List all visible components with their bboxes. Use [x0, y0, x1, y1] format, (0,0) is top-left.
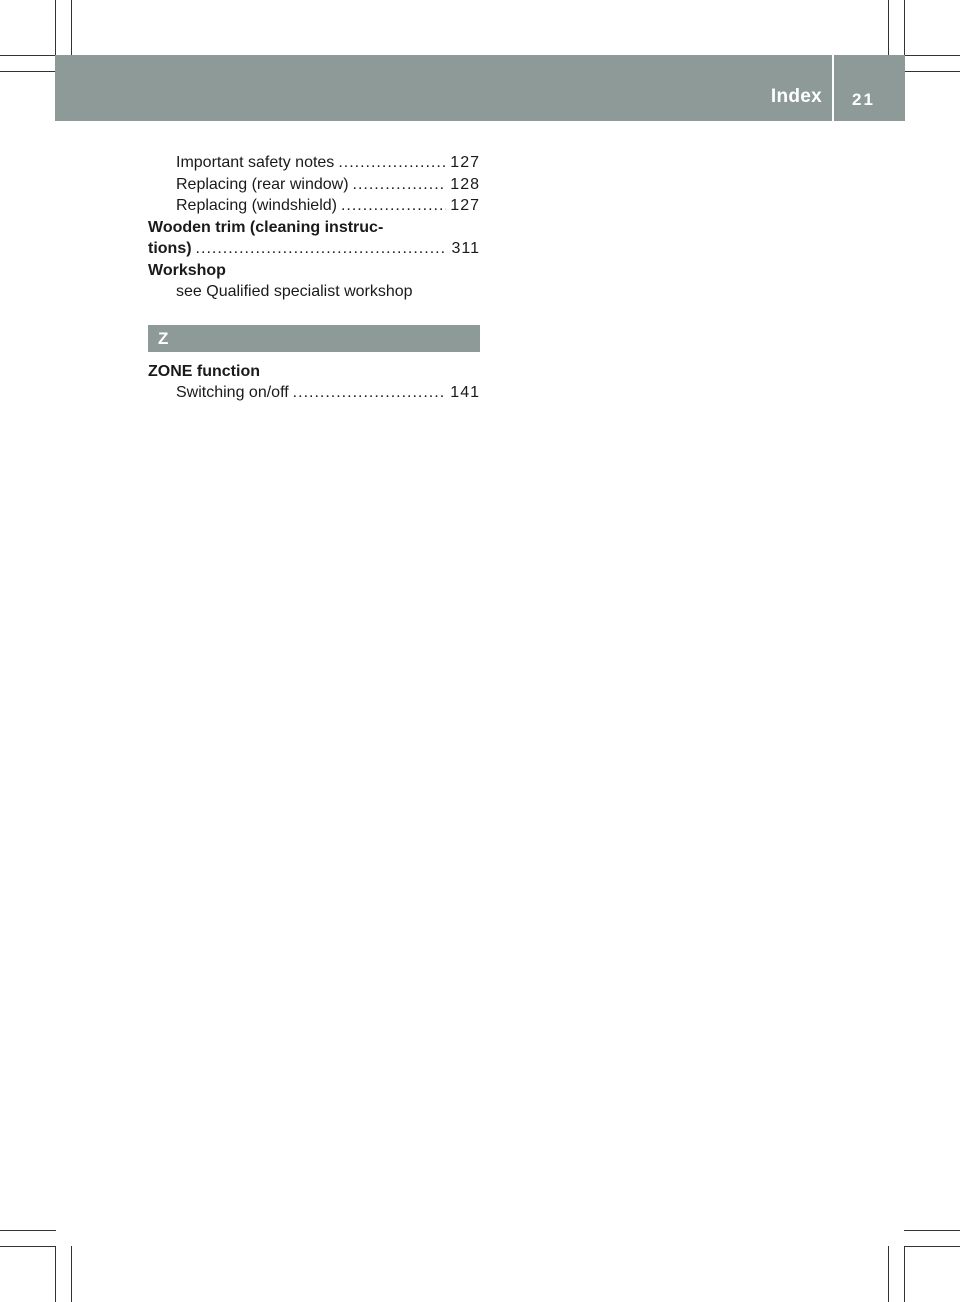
entry-page[interactable]: 127: [450, 154, 480, 171]
entry-title-cont: tions): [148, 240, 192, 257]
leader-dots: [196, 238, 448, 260]
page-title: Index: [770, 86, 822, 107]
crop-mark: [904, 1246, 960, 1247]
entry-title: Wooden trim (cleaning instruc-: [148, 218, 384, 236]
crop-mark: [904, 0, 905, 56]
crop-mark: [0, 1230, 56, 1231]
crop-mark: [71, 0, 72, 56]
entry-title: ZONE function: [148, 362, 260, 380]
index-entry[interactable]: [148, 195, 480, 217]
entry-title: Workshop: [148, 261, 226, 279]
crop-mark: [71, 1246, 72, 1302]
leader-dots: [353, 174, 447, 196]
leader-dots: [293, 382, 447, 404]
crop-mark: [0, 71, 56, 72]
page-number: 21: [852, 90, 875, 109]
entry-text: Switching on/off: [176, 384, 289, 401]
entry-text: Replacing (rear window): [176, 175, 349, 193]
leader-dots: [338, 152, 446, 174]
crop-mark: [0, 1246, 56, 1247]
index-entry-wooden-trim[interactable]: [148, 217, 480, 260]
index-entry[interactable]: [148, 152, 480, 174]
leader-dots: [341, 195, 446, 217]
index-entry-workshop[interactable]: [148, 260, 480, 303]
crop-mark: [904, 1246, 905, 1302]
crop-mark: [888, 1246, 889, 1302]
crop-mark: [55, 1246, 56, 1302]
entry-text: Important safety notes: [176, 154, 335, 171]
index-entry[interactable]: [148, 174, 480, 196]
section-header-z: Z: [148, 325, 480, 352]
header-divider: [832, 55, 834, 121]
crop-mark: [904, 1230, 960, 1231]
crop-mark: [0, 55, 56, 56]
index-entry-zone[interactable]: [148, 361, 480, 404]
see-reference[interactable]: see Qualified specialist workshop: [176, 283, 413, 300]
entry-page[interactable]: 141: [450, 384, 480, 401]
entry-page[interactable]: 127: [450, 197, 480, 214]
entry-page[interactable]: 311: [451, 240, 480, 257]
index-column: [148, 152, 480, 404]
crop-mark: [904, 71, 960, 72]
crop-mark: [904, 55, 960, 56]
entry-page[interactable]: 128: [450, 175, 480, 193]
crop-mark: [888, 0, 889, 56]
entry-text: Replacing (windshield): [176, 197, 337, 214]
crop-mark: [55, 0, 56, 56]
